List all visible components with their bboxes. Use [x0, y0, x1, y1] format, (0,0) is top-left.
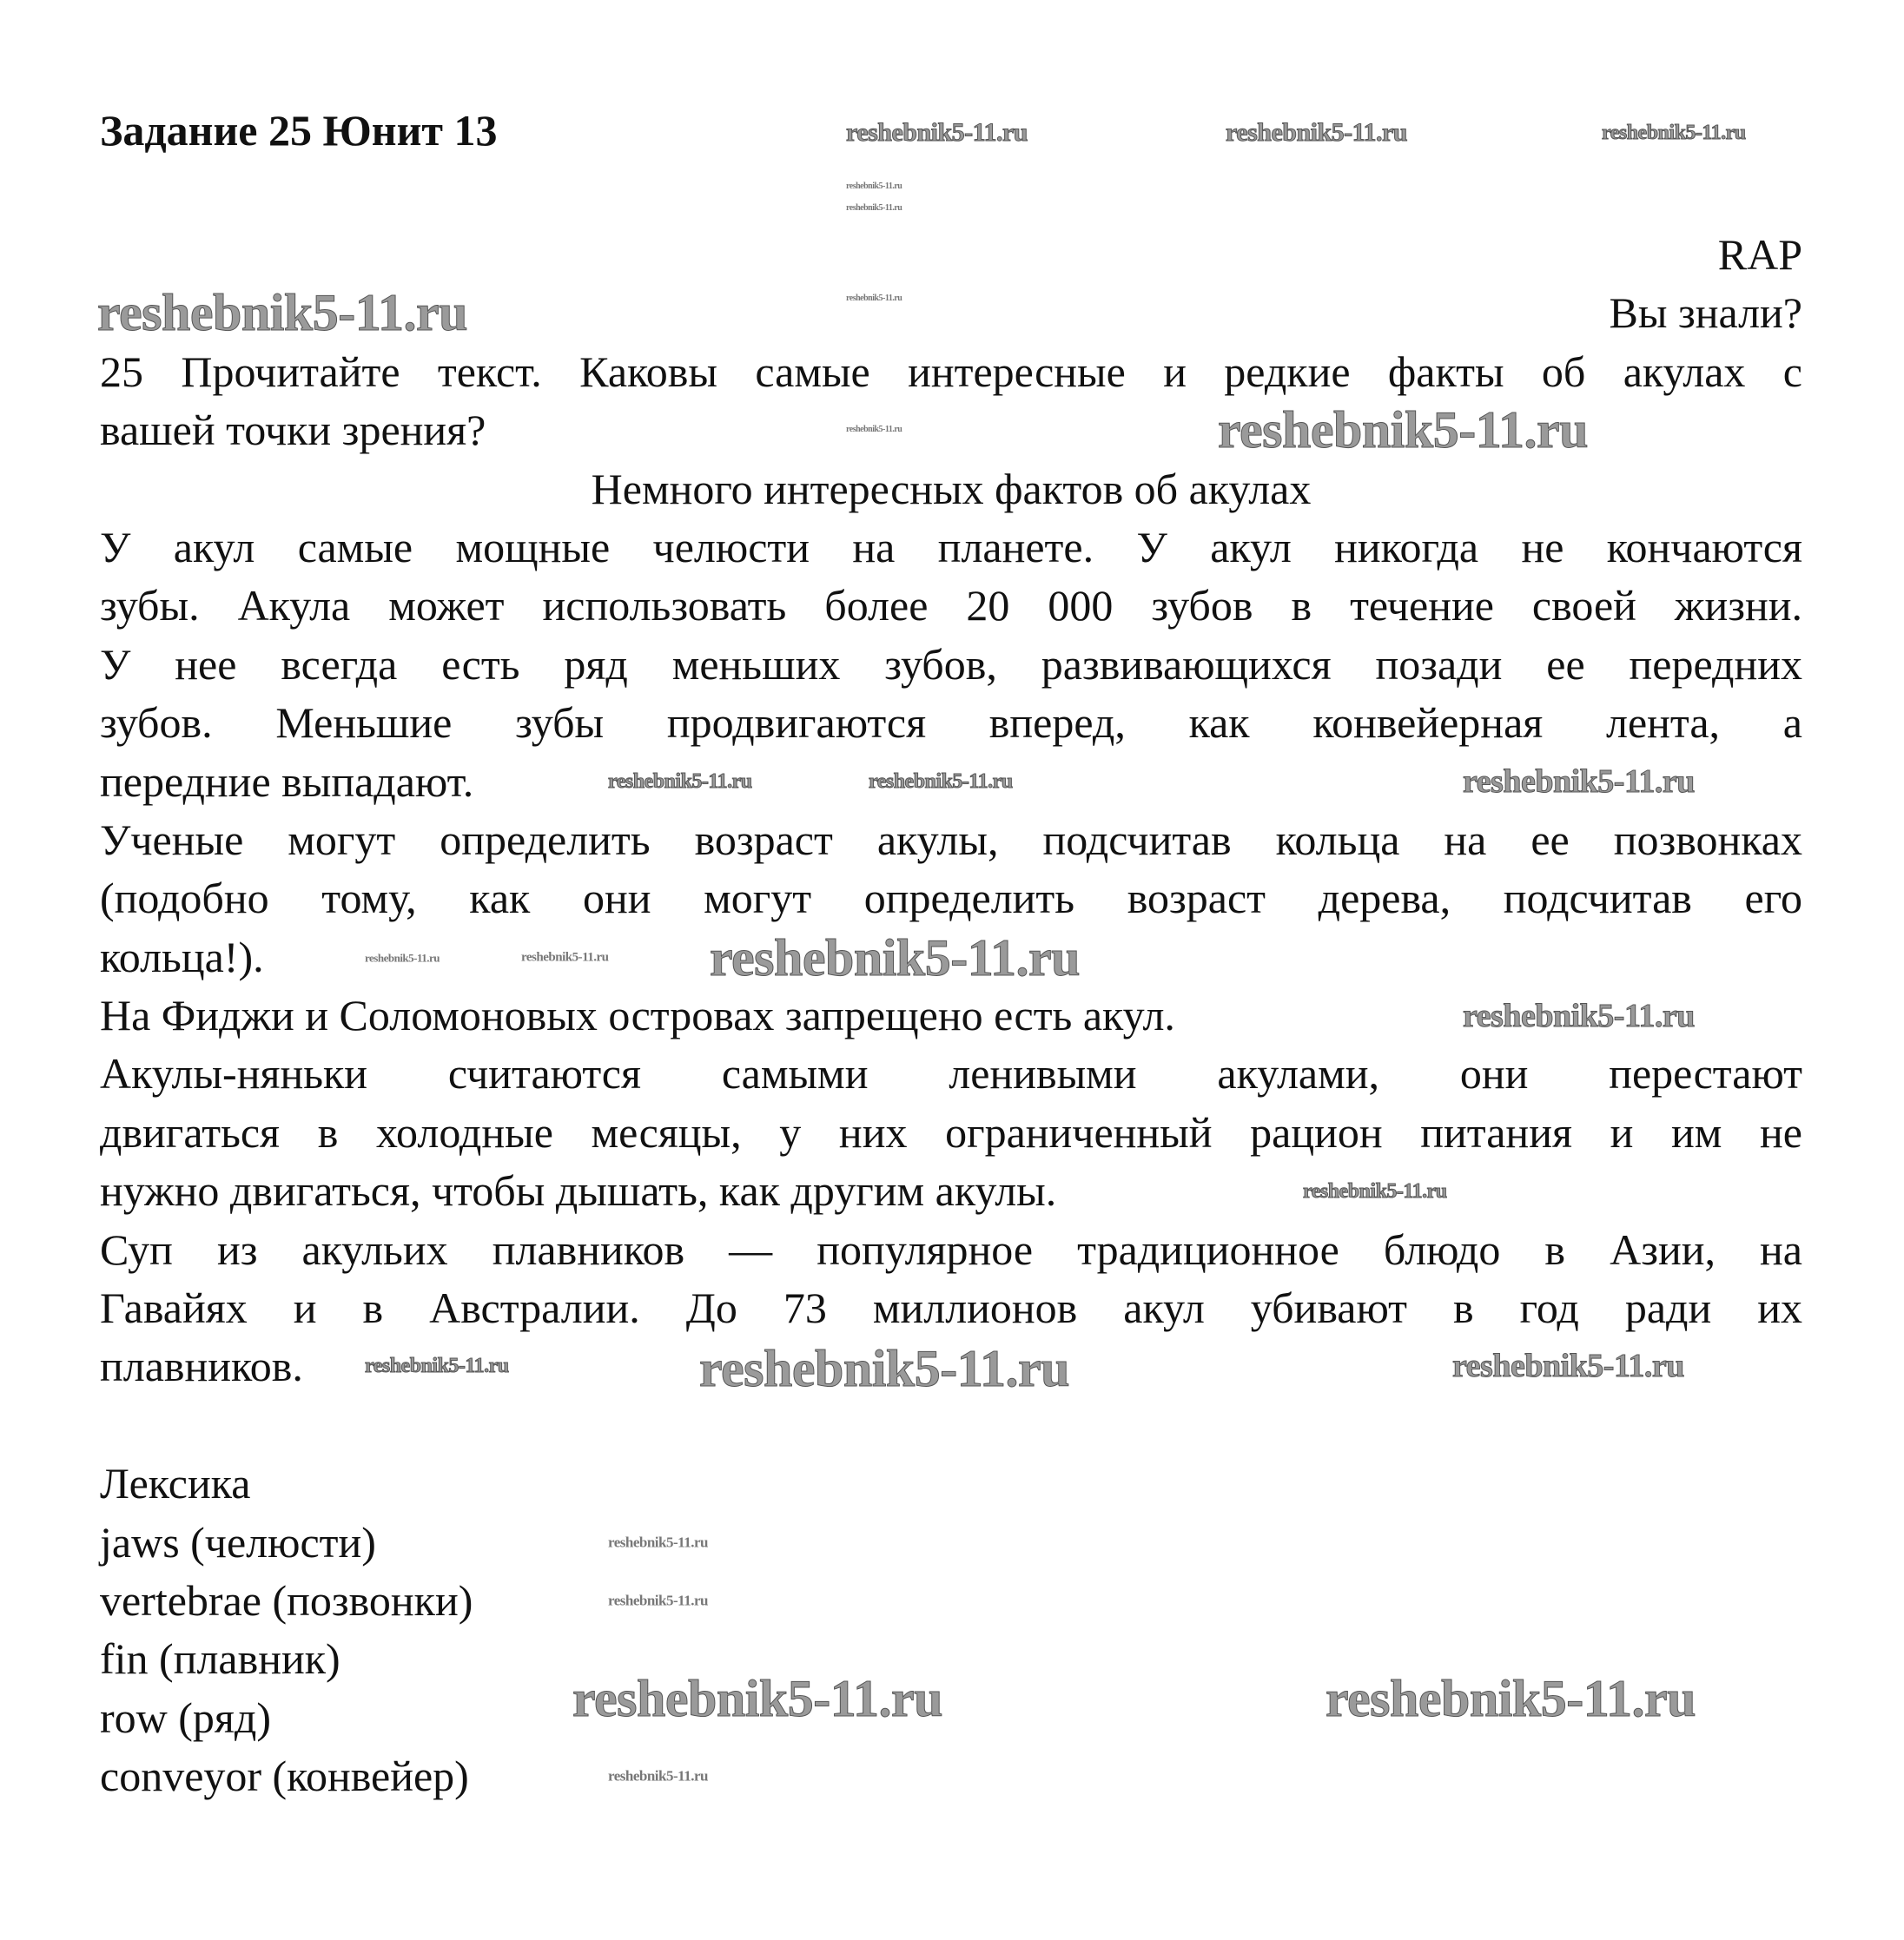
watermark: reshebnik5-11.ru	[846, 425, 902, 434]
watermark: reshebnik5-11.ru	[608, 770, 752, 793]
watermark: reshebnik5-11.ru	[1303, 1180, 1447, 1203]
watermark: reshebnik5-11.ru	[869, 770, 1013, 793]
article-title: Немного интересных фактов об акулах	[591, 464, 1312, 513]
watermark: reshebnik5-11.ru	[608, 1592, 708, 1609]
paragraph-line: У нее всегда есть ряд меньших зубов, развивающихся позади ее передних	[100, 639, 1802, 689]
watermark: reshebnik5-11.ru	[1602, 122, 1746, 144]
vocabulary-item: vertebrae (позвонки)	[100, 1575, 473, 1625]
paragraph-line: (подобно тому, как они могут определить возраст дерева, подсчитав его	[100, 874, 1802, 923]
watermark: reshebnik5-11.ru	[1326, 1670, 1696, 1727]
vocabulary-heading: Лексика	[100, 1459, 251, 1508]
paragraph-line: Акулы-няньки считаются самыми ленивыми акулами, они перестают	[100, 1049, 1802, 1099]
blank-line	[100, 1396, 1802, 1455]
watermark: reshebnik5-11.ru	[846, 294, 902, 303]
watermark: reshebnik5-11.ru	[1463, 763, 1695, 800]
watermark: reshebnik5-11.ru	[1218, 401, 1588, 459]
paragraph-line: Ученые могут определить возраст акулы, подсчитав кольца на ее позвонках	[100, 815, 1802, 864]
task-line: вашей точки зрения?	[100, 406, 486, 455]
paragraph-line: зубов. Меньшие зубы продвигаются вперед, как конвейерная лента, а	[100, 698, 1802, 748]
vocabulary-item: row (ряд)	[100, 1693, 271, 1742]
watermark: reshebnik5-11.ru	[365, 951, 440, 965]
paragraph-line: плавников.	[100, 1342, 303, 1391]
subtitle-did-you-know: Вы знали?	[1609, 288, 1802, 338]
vocabulary-item: fin (плавник)	[100, 1634, 340, 1684]
paragraph-line: Суп из акульих плавников — популярное традиционное блюдо в Азии, на	[100, 1224, 1802, 1274]
paragraph-line: зубы. Акула может использовать более 20 000 зубов в течение своей жизни.	[100, 581, 1802, 630]
watermark: reshebnik5-11.ru	[846, 181, 902, 191]
watermark: reshebnik5-11.ru	[572, 1670, 942, 1727]
watermark: reshebnik5-11.ru	[608, 1767, 708, 1785]
watermark: reshebnik5-11.ru	[365, 1355, 509, 1377]
watermark: reshebnik5-11.ru	[1226, 118, 1407, 147]
watermark: reshebnik5-11.ru	[710, 929, 1080, 986]
vocabulary-item: jaws (челюсти)	[100, 1517, 376, 1567]
task-line: 25 Прочитайте текст. Каковы самые интересные и редкие факты об акулах с	[100, 346, 1802, 396]
paragraph-line: На Фиджи и Соломоновых островах запрещено есть акул.	[100, 991, 1175, 1040]
watermark: reshebnik5-11.ru	[699, 1340, 1069, 1397]
watermark: reshebnik5-11.ru	[846, 203, 902, 213]
vocabulary-item: conveyor (конвейер)	[100, 1752, 469, 1801]
watermark: reshebnik5-11.ru	[608, 1534, 708, 1551]
paragraph-line: двигаться в холодные месяцы, у них ограниченный рацион питания и им не	[100, 1107, 1802, 1157]
watermark: reshebnik5-11.ru	[521, 950, 609, 965]
label-rap: RAP	[1717, 230, 1802, 279]
paragraph-line: передние выпадают.	[100, 756, 474, 806]
watermark: reshebnik5-11.ru	[846, 118, 1028, 147]
watermark: reshebnik5-11.ru	[1463, 998, 1695, 1034]
watermark: reshebnik5-11.ru	[1452, 1348, 1684, 1384]
paragraph-line: У акул самые мощные челюсти на планете. У акул никогда не кончаются	[100, 522, 1802, 571]
paragraph-line: Гавайях и в Австралии. До 73 миллионов акул убивают в год ради их	[100, 1283, 1802, 1333]
watermark: reshebnik5-11.ru	[97, 284, 467, 341]
paragraph-line: кольца!).	[100, 932, 264, 981]
paragraph-line: нужно двигаться, чтобы дышать, как другим акулы.	[100, 1166, 1057, 1216]
page-title: Задание 25 Юнит 13	[100, 106, 498, 155]
